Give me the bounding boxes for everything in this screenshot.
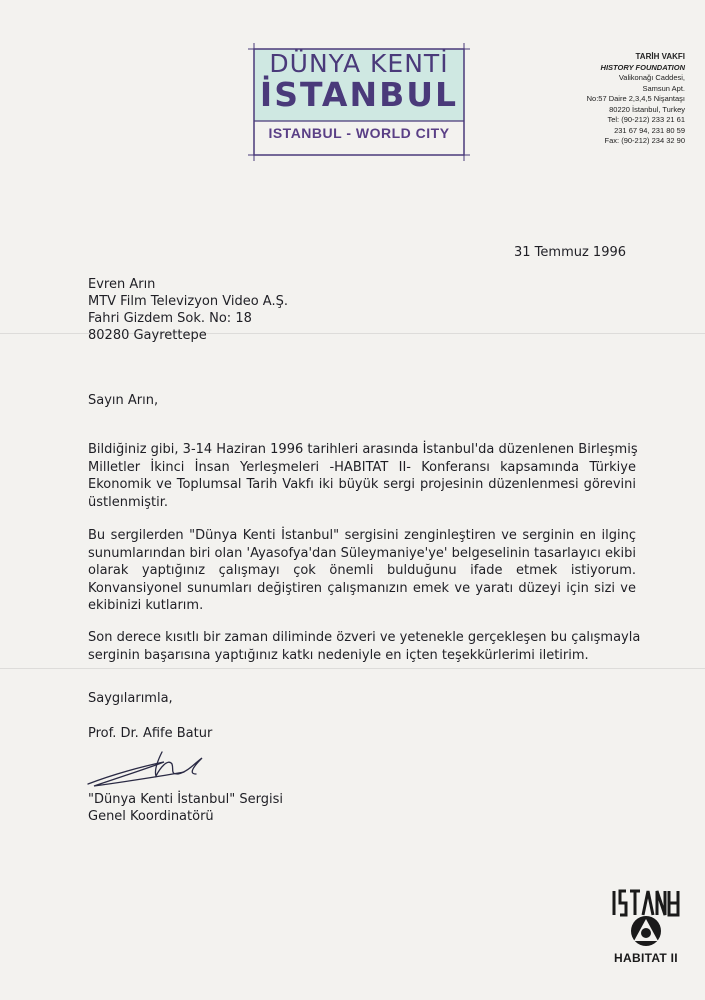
paragraph-line: Son derece kısıtlı bir zaman diliminde özveri ve yetenekle gerçekleşen bu çalışmayla: [88, 630, 641, 645]
phone-line: Tel: (90-212) 233 21 61: [607, 115, 685, 124]
body-paragraph-2: [88, 527, 636, 615]
paragraph-line: Bu sergilerden "Dünya Kenti İstanbul" sergisini zenginleştiren ve serginin en ilginç: [88, 528, 636, 543]
paragraph-line: ekibinizi kutlarım.: [88, 598, 204, 613]
recipient-city: 80280 Gayrettepe: [88, 328, 207, 343]
paragraph-line: Bildiğiniz gibi, 3-14 Haziran 1996 tarihleri arasında İstanbul'da düzenlenen Birleşmiş: [88, 442, 638, 457]
closing: Saygılarımla,: [88, 691, 173, 706]
paragraph-line: olarak yaptığınız çalışmayı çok önemli bulduğunu ifade etmek istiyorum.: [88, 563, 636, 578]
dunya-kenti-istanbul-logo: [248, 43, 470, 161]
address-line: Valikonağı Caddesi,: [618, 73, 685, 82]
recipient-street: Fahri Gizdem Sok. No: 18: [88, 311, 252, 326]
paragraph-line: sunumlarından biri olan 'Ayasofya'dan Süleymaniye'ye' belgeselinin tasarlayıcı ekibi: [88, 545, 636, 561]
logo-subtitle: ISTANBUL - WORLD CITY: [268, 125, 450, 141]
paragraph-line: üstlenmiştir.: [88, 494, 168, 510]
habitat-emblem-icon: [608, 885, 684, 951]
foundation-name-english: HISTORY FOUNDATION: [600, 62, 685, 72]
salutation: Sayın Arın,: [88, 393, 159, 408]
foundation-address-block: [560, 52, 685, 147]
phone-line: 231 67 94, 231 80 59: [614, 125, 685, 135]
body-paragraph-3: [88, 629, 641, 664]
letter-date: 31 Temmuz 1996: [514, 245, 627, 260]
habitat-ii-logo: [608, 885, 684, 969]
address-line: Samsun Apt.: [642, 83, 685, 93]
fax-line: Fax: (90-212) 234 32 90: [604, 136, 685, 145]
paragraph-line: Ekonomik ve Toplumsal Tarih Vakfı iki büyük sergi projesinin düzenlenmesi görevini: [88, 477, 636, 492]
habitat-ii-label: HABITAT II: [614, 951, 678, 965]
handwritten-signature: [84, 744, 224, 794]
signer-title-role: Genel Koordinatörü: [88, 809, 214, 824]
signer-name: Prof. Dr. Afife Batur: [88, 726, 213, 741]
recipient-name: Evren Arın: [88, 277, 156, 292]
body-paragraph-1: [88, 441, 636, 511]
recipient-company: MTV Film Televizyon Video A.Ş.: [88, 294, 288, 309]
logo-line-istanbul: İSTANBUL: [259, 75, 459, 114]
logo-line-dunya-kenti: DÜNYA KENTİ: [269, 49, 449, 78]
address-line: 80220 İstanbul, Turkey: [609, 104, 685, 114]
paragraph-line: Milletler İkinci İnsan Yerleşmeleri -HABITAT II- Konferansı kapsamında Türkiye: [88, 459, 636, 475]
paragraph-line: serginin başarısına yaptığınız katkı nedeniyle en içten teşekkürlerimi iletirim.: [88, 647, 589, 663]
signer-title-exhibition: "Dünya Kenti İstanbul" Sergisi: [88, 792, 283, 807]
paragraph-line: Konvansiyonel sunumları değiştiren çalışmanızın emek ve yaratı düzeyi için sizi ve: [88, 580, 636, 596]
address-line: No:57 Daire 2,3,4,5 Nişantaşı: [586, 94, 685, 103]
foundation-name: TARİH VAKFI: [635, 52, 685, 61]
